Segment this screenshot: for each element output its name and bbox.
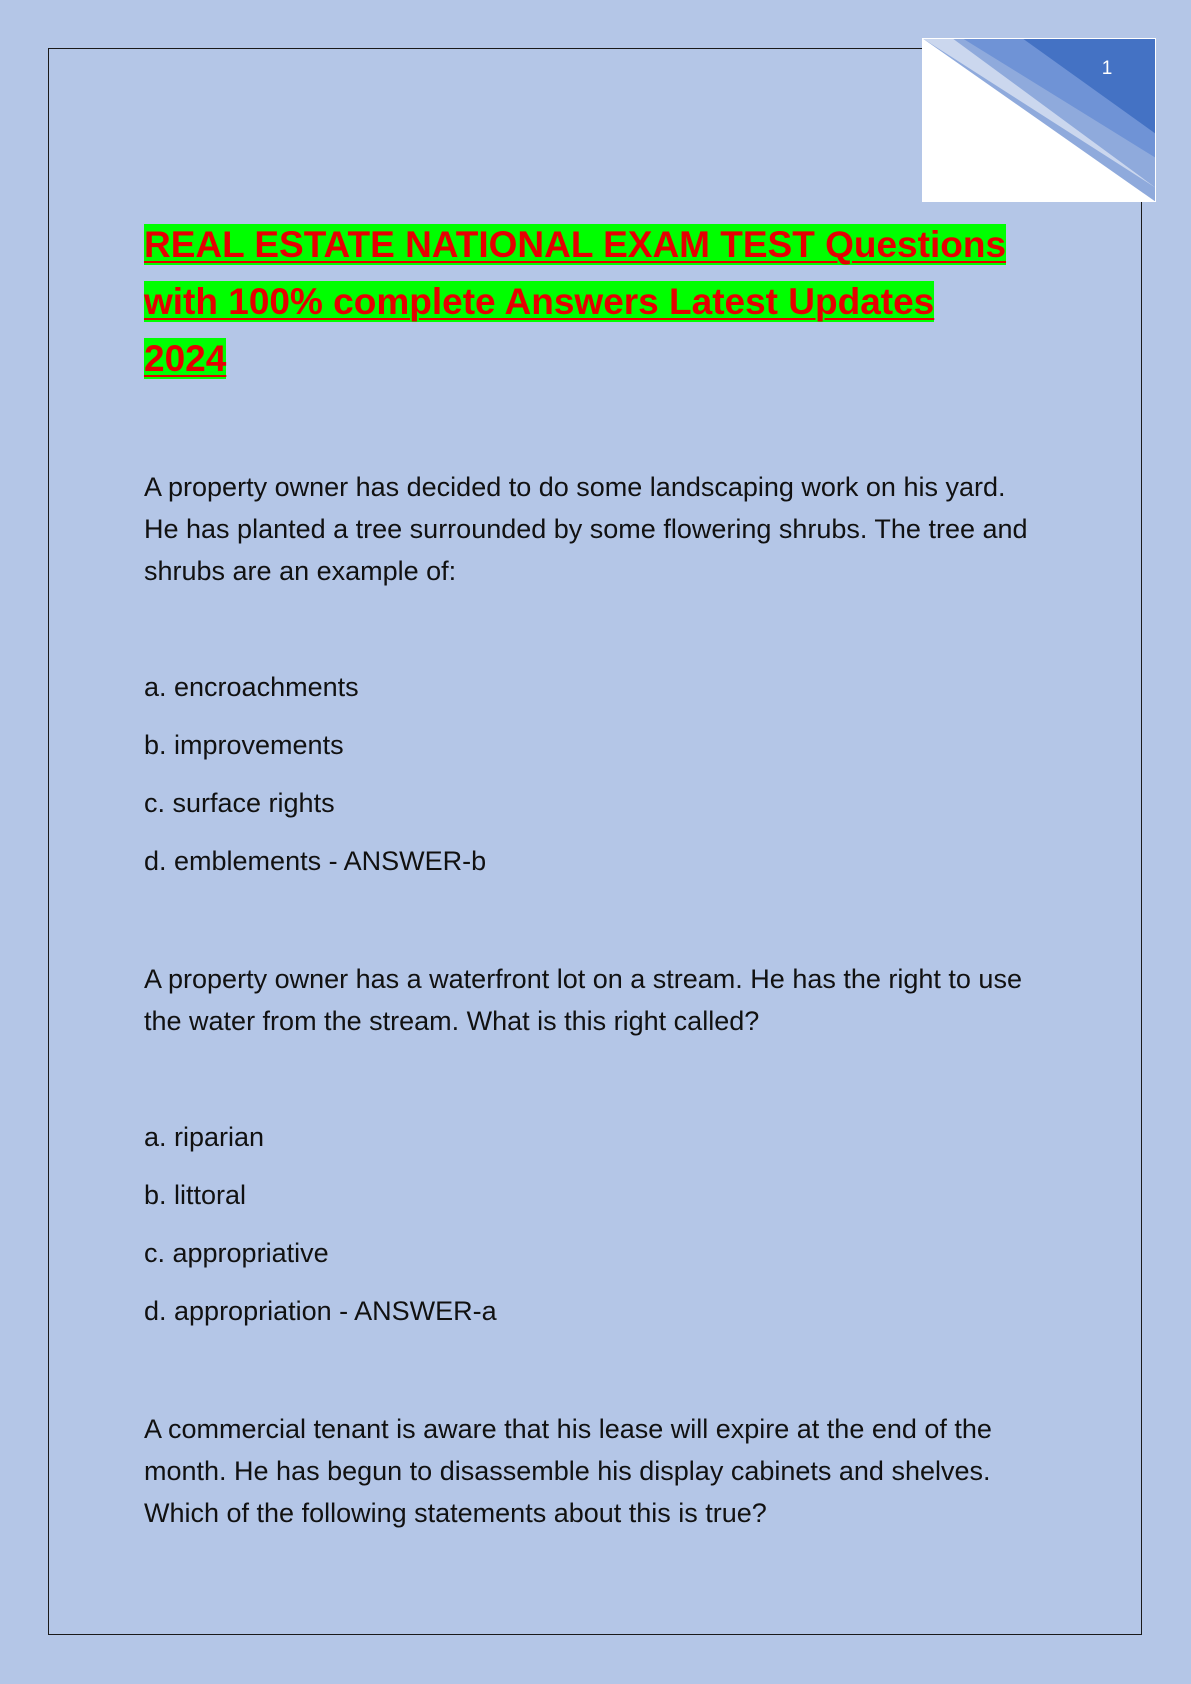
option-text: a. encroachments: [144, 672, 359, 702]
question-1-text: A property owner has decided to do some landscaping work on his yard. He has planted a tree surrounded by some flowering shrubs. The tree and shrubs are an example of:: [144, 472, 1028, 586]
option-text: c. appropriative: [144, 1238, 329, 1268]
option-text: b. improvements: [144, 730, 344, 760]
question-2-text: A property owner has a waterfront lot on a stream. He has the right to use the water from the stream. What is this right called?: [144, 964, 1022, 1036]
document-title-text: REAL ESTATE NATIONAL EXAM TEST Questions with 100% complete Answers Latest Updates 2024: [144, 224, 1007, 379]
option-answer: d. emblements - ANSWER-b: [144, 846, 487, 876]
option-text: b. littoral: [144, 1180, 247, 1210]
corner-decoration: [922, 38, 1156, 202]
document-title: [144, 216, 1024, 387]
document-content: [144, 466, 1044, 1534]
option-answer: d. appropriation - ANSWER-a: [144, 1296, 497, 1326]
option-text: a. riparian: [144, 1122, 265, 1152]
question-3-text: A commercial tenant is aware that his lease will expire at the end of the month. He has begun to disassemble his display cabinets and shelves. Which of the following statements about this is true?: [144, 1414, 992, 1528]
question-1-options: [144, 666, 1044, 882]
option-text: c. surface rights: [144, 788, 335, 818]
question-2-options: [144, 1116, 1044, 1332]
page-number: 1: [1101, 58, 1113, 79]
